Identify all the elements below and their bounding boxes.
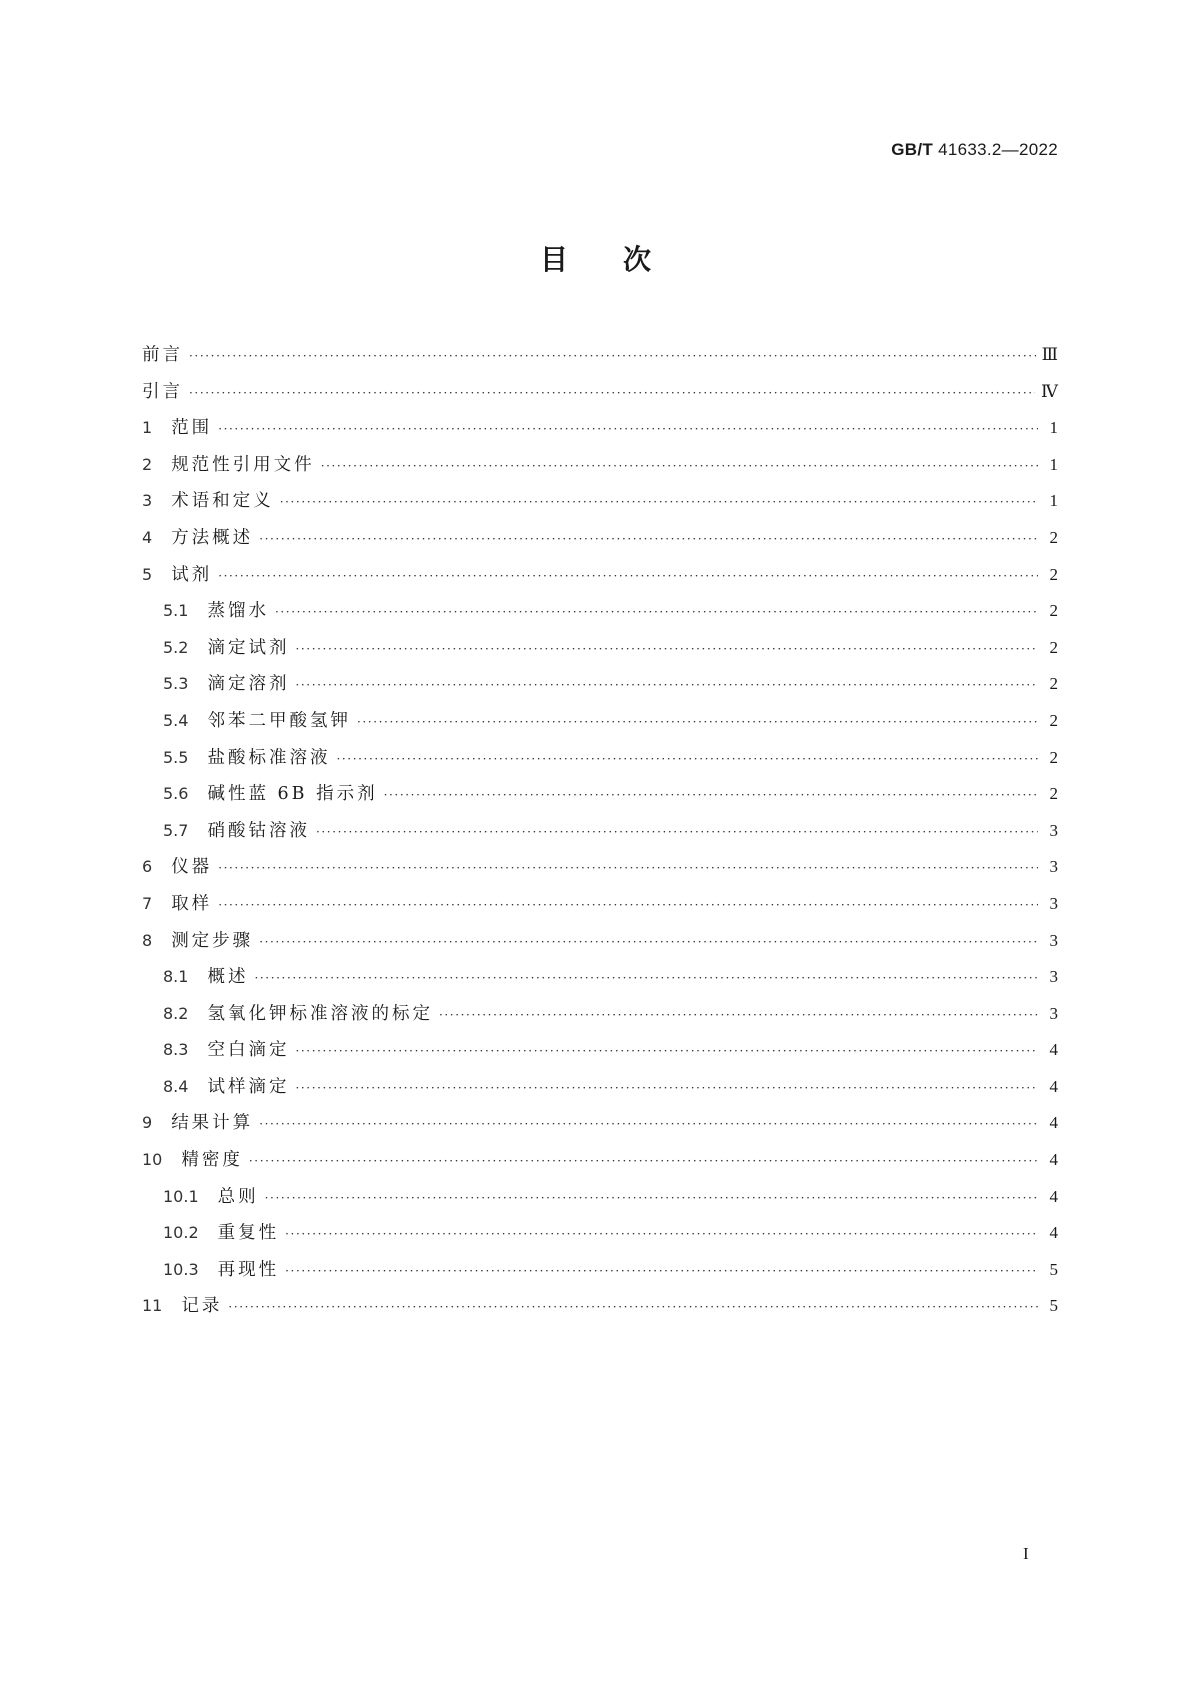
toc-entry-number: 10.3 [163, 1259, 199, 1279]
toc-entry-page: 3 [1049, 1003, 1058, 1023]
standard-prefix: GB/T [891, 140, 934, 159]
toc-entry-label: 术语和定义 [171, 491, 274, 512]
toc-entry[interactable] [142, 923, 1058, 960]
table-of-contents [142, 337, 1058, 1325]
page-title: 目次 [539, 243, 706, 276]
toc-entry-number: 8.4 [163, 1076, 189, 1096]
toc-dot-leader [336, 741, 1038, 778]
toc-entry[interactable] [142, 557, 1058, 594]
toc-dot-leader [218, 411, 1038, 448]
toc-entry-page: 3 [1049, 967, 1058, 987]
toc-entry-number: 8.2 [163, 1003, 189, 1023]
toc-entry-page: 5 [1049, 1296, 1058, 1316]
toc-entry-number: 3 [142, 491, 153, 511]
toc-entry-number: 5 [142, 564, 153, 584]
toc-dot-leader [189, 338, 1036, 375]
toc-dot-leader [285, 1216, 1038, 1253]
toc-entry-label: 蒸馏水 [207, 601, 269, 622]
toc-entry[interactable] [142, 740, 1058, 777]
toc-entry[interactable] [142, 520, 1058, 557]
toc-entry-label: 碱性蓝 6B 指示剂 [207, 784, 378, 805]
footer-page-number: I [1023, 1544, 1029, 1563]
toc-entry[interactable] [142, 1179, 1058, 1216]
toc-entry[interactable] [142, 447, 1058, 484]
toc-dot-leader [295, 667, 1038, 704]
toc-entry-number: 5.7 [163, 820, 189, 840]
toc-entry-page: 4 [1049, 1223, 1058, 1243]
toc-dot-leader [259, 924, 1038, 961]
toc-entry[interactable] [142, 886, 1058, 923]
toc-dot-leader [218, 850, 1038, 887]
toc-dot-leader [321, 448, 1038, 485]
toc-entry-page: 4 [1049, 1150, 1058, 1170]
toc-dot-leader [265, 1180, 1038, 1217]
toc-entry[interactable] [142, 630, 1058, 667]
toc-entry-number: 7 [142, 893, 153, 913]
toc-entry-page: 2 [1049, 564, 1058, 584]
toc-dot-leader [275, 594, 1038, 631]
toc-entry-number: 9 [142, 1113, 153, 1133]
toc-entry-number: 8.3 [163, 1040, 189, 1060]
toc-entry[interactable] [142, 410, 1058, 447]
toc-entry-number: 5.2 [163, 637, 189, 657]
toc-entry-page: 2 [1049, 527, 1058, 547]
toc-entry-label: 硝酸钴溶液 [207, 820, 310, 841]
toc-entry-number: 5.1 [163, 601, 189, 621]
toc-entry-page: 3 [1049, 930, 1058, 950]
toc-entry-number: 11 [142, 1296, 163, 1316]
toc-entry-number: 4 [142, 527, 153, 547]
toc-entry-page: 5 [1049, 1259, 1058, 1279]
toc-dot-leader [259, 1106, 1038, 1143]
toc-entry[interactable] [142, 1252, 1058, 1289]
toc-entry[interactable] [142, 1215, 1058, 1252]
toc-entry-label: 重复性 [217, 1223, 280, 1244]
toc-entry[interactable] [142, 666, 1058, 703]
toc-entry-number: 10 [142, 1150, 163, 1170]
toc-dot-leader [254, 960, 1038, 997]
toc-entry-page: 3 [1049, 820, 1058, 840]
toc-entry-label: 精密度 [181, 1150, 243, 1171]
toc-entry-label: 空白滴定 [207, 1040, 290, 1061]
toc-entry-number: 10.2 [163, 1223, 199, 1243]
toc-entry-label: 氢氧化钾标准溶液的标定 [207, 1003, 433, 1024]
toc-entry-page: 3 [1049, 857, 1058, 877]
toc-entry-label: 方法概述 [171, 527, 254, 548]
toc-entry[interactable] [142, 703, 1058, 740]
toc-entry-label: 引言 [142, 381, 183, 402]
toc-entry-number: 5.3 [163, 674, 189, 694]
toc-entry-page: 3 [1049, 893, 1058, 913]
toc-entry[interactable] [142, 1142, 1058, 1179]
toc-entry[interactable] [142, 1069, 1058, 1106]
toc-entry-page: Ⅲ [1041, 345, 1058, 364]
toc-entry[interactable] [142, 813, 1058, 850]
toc-entry-number: 1 [142, 418, 153, 438]
toc-entry-page: 2 [1049, 747, 1058, 767]
toc-entry[interactable] [142, 849, 1058, 886]
standard-code [891, 140, 1058, 160]
toc-entry-label: 测定步骤 [171, 930, 254, 951]
toc-entry-number: 5.5 [163, 747, 189, 767]
toc-entry-page: 4 [1049, 1076, 1058, 1096]
toc-dot-leader [218, 887, 1038, 924]
toc-dot-leader [285, 1253, 1038, 1290]
toc-dot-leader [295, 631, 1038, 668]
toc-entry-number: 10.1 [163, 1186, 199, 1206]
toc-entry-page: 2 [1049, 601, 1058, 621]
toc-entry-page: 4 [1049, 1186, 1058, 1206]
toc-entry-page: 4 [1049, 1113, 1058, 1133]
toc-entry-label: 试剂 [171, 564, 213, 585]
toc-entry-label: 盐酸标准溶液 [207, 747, 331, 768]
toc-dot-leader [295, 1033, 1038, 1070]
toc-dot-leader [384, 777, 1038, 814]
toc-entry-label: 概述 [207, 967, 249, 988]
toc-entry-page: 2 [1049, 710, 1058, 730]
toc-entry[interactable] [142, 776, 1058, 813]
toc-entry-label: 邻苯二甲酸氢钾 [207, 710, 351, 731]
toc-entry[interactable] [142, 959, 1058, 996]
toc-dot-leader [357, 704, 1038, 741]
toc-entry-number: 5.4 [163, 710, 189, 730]
toc-entry-label: 前言 [142, 345, 183, 365]
toc-entry[interactable] [142, 1032, 1058, 1069]
toc-entry-page: 4 [1049, 1040, 1058, 1060]
toc-entry-page: Ⅳ [1041, 381, 1058, 401]
toc-entry-label: 结果计算 [171, 1113, 254, 1134]
toc-dot-leader [218, 558, 1038, 595]
toc-entry[interactable] [142, 996, 1058, 1033]
toc-entry-page: 2 [1049, 784, 1058, 804]
toc-entry-page: 1 [1049, 418, 1058, 438]
toc-entry-label: 滴定溶剂 [207, 674, 290, 695]
toc-dot-leader [295, 1070, 1038, 1107]
toc-entry-page: 1 [1049, 454, 1058, 474]
toc-entry-label: 取样 [171, 893, 213, 914]
toc-entry-number: 8 [142, 930, 153, 950]
toc-entry[interactable] [142, 374, 1058, 411]
toc-entry-label: 仪器 [171, 857, 213, 878]
toc-entry[interactable] [142, 483, 1058, 520]
toc-dot-leader [228, 1289, 1038, 1326]
toc-entry-number: 8.1 [163, 967, 189, 987]
toc-entry-page: 1 [1049, 491, 1058, 511]
toc-entry-page: 2 [1049, 674, 1058, 694]
toc-entry[interactable] [142, 1105, 1058, 1142]
toc-dot-leader [189, 375, 1035, 412]
toc-entry[interactable] [142, 593, 1058, 630]
toc-dot-leader [280, 484, 1038, 521]
toc-dot-leader [259, 521, 1038, 558]
toc-entry-label: 总则 [217, 1186, 259, 1207]
toc-entry-page: 2 [1049, 637, 1058, 657]
toc-entry-label: 记录 [181, 1296, 223, 1317]
toc-entry-number: 2 [142, 454, 153, 474]
toc-dot-leader [439, 997, 1038, 1034]
toc-dot-leader [249, 1143, 1038, 1180]
toc-dot-leader [316, 814, 1038, 851]
toc-entry-label: 范围 [171, 418, 213, 439]
toc-entry[interactable] [142, 1288, 1058, 1325]
toc-entry-label: 规范性引用文件 [171, 454, 315, 475]
toc-entry-label: 试样滴定 [207, 1076, 290, 1097]
toc-entry[interactable] [142, 337, 1058, 374]
standard-number: 41633.2—2022 [938, 140, 1058, 159]
toc-entry-number: 5.6 [163, 784, 189, 804]
toc-entry-label: 再现性 [217, 1259, 280, 1280]
toc-entry-label: 滴定试剂 [207, 637, 290, 658]
toc-entry-number: 6 [142, 857, 153, 877]
